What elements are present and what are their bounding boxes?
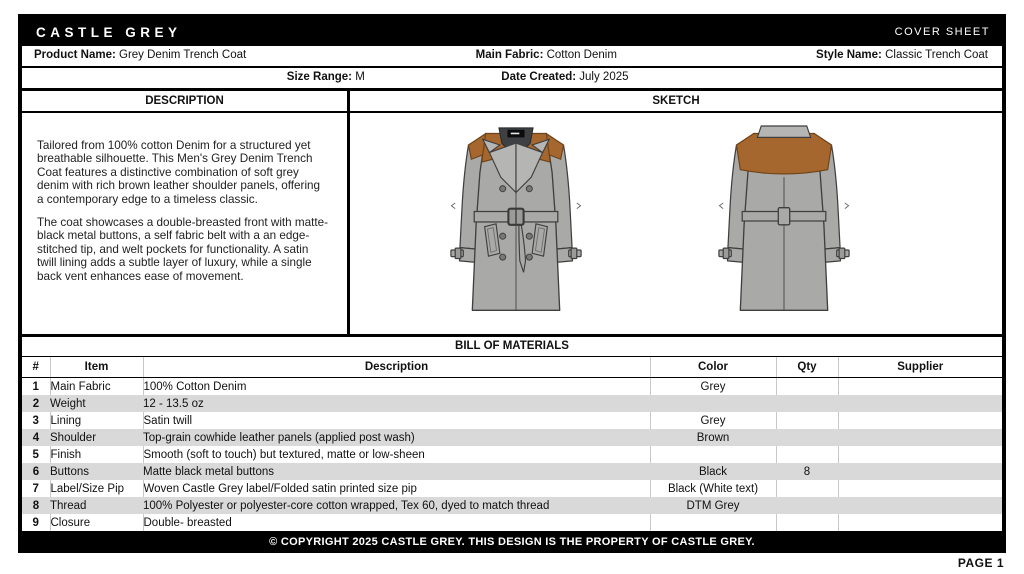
- description-text: [22, 113, 347, 334]
- bom-cell-qty: [776, 429, 838, 446]
- bom-cell-item: Finish: [50, 446, 143, 463]
- info-row-secondary: [22, 68, 1002, 91]
- bom-cell-supplier: [838, 497, 1002, 514]
- bom-table-row: [22, 446, 1002, 463]
- description-panel: [22, 91, 347, 334]
- bom-table-row: [22, 463, 1002, 480]
- col-header-qty: Qty: [776, 357, 838, 378]
- bom-cell-supplier: [838, 463, 1002, 480]
- bom-cell-color: [650, 446, 776, 463]
- bom-cell-color: Grey: [650, 378, 776, 396]
- sketch-drawings: [324, 113, 976, 334]
- bom-cell-item: Lining: [50, 412, 143, 429]
- bom-cell-supplier: [838, 446, 1002, 463]
- style-name-value: Classic Trench Coat: [885, 49, 988, 61]
- bom-cell-item: Weight: [50, 397, 86, 410]
- bom-cell-color: Black: [698, 465, 728, 478]
- bom-cell-item: Label/Size Pip: [50, 480, 143, 497]
- bom-header-row: [22, 357, 1002, 378]
- product-name-value: Grey Denim Trench Coat: [119, 49, 247, 61]
- description-paragraph-2: The coat showcases a double-breasted front with matte-black metal buttons, a self fabric belt with a an edge-stitched tip, and welt pockets for functionality. A satin twill lining adds a subtle layer of luxury, while a single back vent enhances ease of movement.: [37, 216, 329, 283]
- bom-cell-color: Black (White text): [650, 480, 776, 497]
- bom-cell-supplier: [838, 378, 1002, 396]
- main-fabric-label: Main Fabric:: [475, 49, 544, 61]
- bom-table-row: [22, 412, 1002, 429]
- bom-table-row: [22, 395, 1002, 412]
- product-name-label: Product Name:: [34, 49, 116, 61]
- bom-cell-supplier: [838, 480, 1002, 497]
- size-range-label: Size Range:: [286, 71, 352, 83]
- bom-cell-description: 100% Cotton Denim: [143, 378, 650, 396]
- main-fabric-field: [476, 49, 617, 61]
- cover-sheet-page: [18, 14, 1006, 553]
- col-header-supplier: Supplier: [838, 357, 1002, 378]
- col-header-description: Description: [143, 357, 650, 378]
- sketch-panel: [350, 91, 1002, 334]
- bom-cell-qty: [776, 514, 838, 531]
- bom-table-row: [22, 497, 1002, 514]
- bom-cell-num: 3: [22, 412, 50, 429]
- bom-table-body: [22, 378, 1002, 532]
- col-header-color: Color: [650, 357, 776, 378]
- bom-cell-num: 5: [22, 446, 50, 463]
- description-sketch-section: [22, 91, 1002, 337]
- bom-cell-num: 4: [32, 431, 40, 444]
- bom-cell-description: 12 - 13.5 oz: [143, 397, 204, 410]
- bill-of-materials-title: BILL OF MATERIALS: [22, 337, 1002, 357]
- bom-cell-num: 9: [22, 514, 50, 531]
- bom-cell-num: 7: [22, 480, 50, 497]
- bom-table-row: [22, 514, 1002, 531]
- description-header: DESCRIPTION: [22, 91, 347, 113]
- title-bar: [22, 18, 1002, 46]
- bom-cell-color: [650, 395, 776, 412]
- bom-cell-qty: [776, 395, 838, 412]
- sheet-type-label: COVER SHEET: [894, 26, 990, 38]
- bom-cell-description: Top-grain cowhide leather panels (applied post wash): [143, 431, 415, 444]
- info-row-primary: [22, 46, 1002, 68]
- trench-coat-front-sketch: [440, 119, 592, 323]
- bom-cell-qty: [776, 378, 838, 396]
- bill-of-materials-table: [22, 357, 1002, 531]
- bom-cell-item: Closure: [50, 514, 143, 531]
- bom-cell-num: 8: [32, 499, 40, 512]
- bom-cell-qty: [776, 497, 838, 514]
- style-name-field: [816, 49, 988, 61]
- size-range-field: [287, 71, 365, 83]
- bom-cell-description: Satin twill: [143, 412, 650, 429]
- bom-cell-supplier: [838, 412, 1002, 429]
- bom-cell-item: Shoulder: [50, 431, 97, 444]
- bom-cell-qty: [776, 446, 838, 463]
- bom-cell-item: Main Fabric: [50, 378, 143, 396]
- sketch-header: SKETCH: [350, 91, 1002, 113]
- bom-cell-supplier: [838, 429, 1002, 446]
- bom-cell-qty: 8: [803, 465, 811, 478]
- bom-cell-qty: [776, 480, 838, 497]
- brand-name: CASTLE GREY: [36, 24, 182, 40]
- bom-cell-num: 1: [22, 378, 50, 396]
- bom-table-row: [22, 429, 1002, 446]
- date-created-label: Date Created:: [501, 71, 577, 83]
- bom-cell-item: Thread: [50, 499, 87, 512]
- col-header-num: #: [22, 357, 50, 378]
- style-name-label: Style Name:: [816, 49, 882, 61]
- main-fabric-value: Cotton Denim: [546, 49, 617, 61]
- bom-cell-qty: [776, 412, 838, 429]
- bom-cell-supplier: [838, 514, 1002, 531]
- description-paragraph-1: Tailored from 100% cotton Denim for a structured yet breathable silhouette. This Men's Grey Denim Trench Coat features a distinctive combination of soft grey denim with rich brown leather shoulder panels, offering a contemporary edge to a timeless classic.: [37, 139, 321, 206]
- date-created-value: July 2025: [579, 71, 629, 83]
- date-created-field: [501, 71, 628, 83]
- bom-cell-description: Matte black metal buttons: [143, 465, 275, 478]
- bom-cell-color: DTM Grey: [686, 499, 740, 512]
- bom-cell-item: Buttons: [50, 465, 89, 478]
- bom-cell-num: 2: [32, 397, 40, 410]
- size-range-value: M: [355, 71, 365, 83]
- copyright-bar: © COPYRIGHT 2025 CASTLE GREY. THIS DESIGN IS THE PROPERTY OF CASTLE GREY.: [22, 531, 1002, 553]
- bom-table-row: [22, 378, 1002, 396]
- bom-cell-num: 6: [32, 465, 40, 478]
- bom-cell-description: Woven Castle Grey label/Folded satin printed size pip: [143, 480, 650, 497]
- bom-cell-supplier: [838, 395, 1002, 412]
- bom-cell-description: Double- breasted: [143, 514, 650, 531]
- bom-table-row: [22, 480, 1002, 497]
- trench-coat-back-sketch: [708, 119, 860, 323]
- bom-cell-description: Smooth (soft to touch) but textured, matte or low-sheen: [143, 446, 650, 463]
- bom-cell-color: Grey: [650, 412, 776, 429]
- bom-cell-description: 100% Polyester or polyester-core cotton wrapped, Tex 60, dyed to match thread: [143, 499, 550, 512]
- product-name-field: [34, 49, 246, 61]
- bom-cell-color: Brown: [696, 431, 730, 444]
- col-header-item: Item: [50, 357, 143, 378]
- bom-cell-color: [650, 514, 776, 531]
- page-number: PAGE 1: [957, 556, 1004, 570]
